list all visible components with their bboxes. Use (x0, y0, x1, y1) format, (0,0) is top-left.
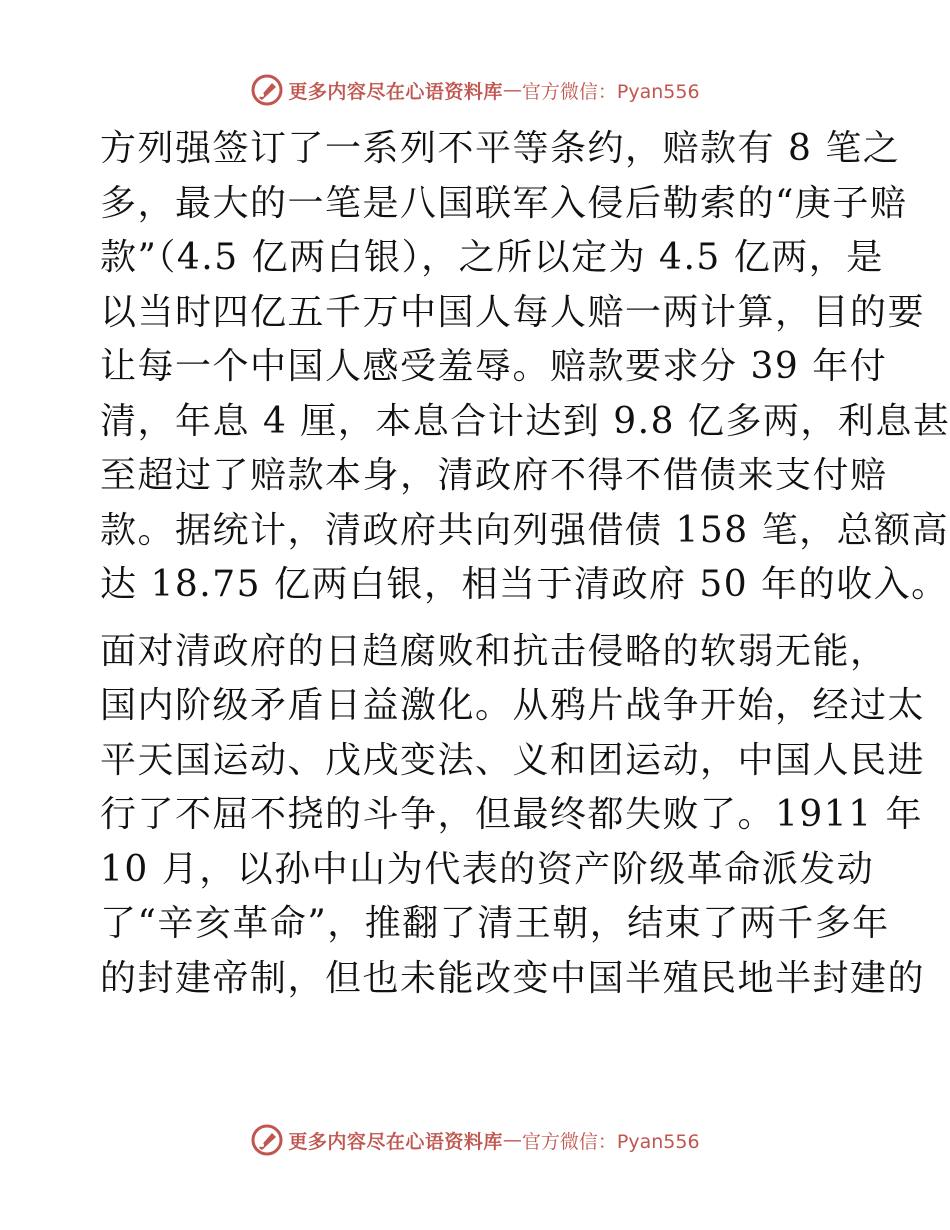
paragraph (100, 625, 926, 1007)
text-line: 了“辛亥革命”，推翻了清王朝，结束了两千多年 (100, 903, 890, 944)
paragraph (100, 122, 950, 613)
text-line: 让每一个中国人感受羞辱。赔款要求分 39 年付 (100, 346, 888, 387)
text-line: 平天国运动、戊戌变法、义和团运动，中国人民进 (100, 739, 926, 781)
text-line: 款。据统计，清政府共向列强借债 158 笔，总额高 (100, 509, 950, 551)
paragraph-gap (100, 613, 860, 625)
footer-banner (0, 1120, 950, 1160)
footer-banner-inner (250, 1123, 699, 1157)
header-brand: 更多内容尽在心语资料库 (288, 80, 503, 103)
text-line: 面对清政府的日趋腐败和抗击侵略的软弱无能， (100, 630, 888, 672)
header-separator: — (502, 79, 522, 101)
text-line: 多，最大的一笔是八国联军入侵后勒索的“庚子赔 (100, 182, 908, 224)
footer-separator: — (502, 1129, 522, 1151)
pen-nib-logo-icon (250, 73, 284, 107)
text-line: 方列强签订了一系列不平等条约，赔款有 8 笔之 (100, 128, 901, 169)
text-line: 10 月，以孙中山为代表的资产阶级革命派发动 (100, 848, 875, 890)
header-wechat: 官方微信：Pyan556 (521, 80, 700, 103)
text-line: 清，年息 4 厘，本息合计达到 9.8 亿多两，利息甚 (100, 400, 950, 442)
text-line: 的封建帝制，但也未能改变中国半殖民地半封建的 (100, 957, 926, 999)
text-line: 款”（4.5 亿两白银），之所以定为 4.5 亿两，是 (100, 237, 884, 278)
footer-brand: 更多内容尽在心语资料库 (288, 1130, 503, 1153)
pen-nib-logo-icon (250, 1123, 284, 1157)
text-line: 行了不屈不挠的斗争，但最终都失败了。1911 年 (100, 794, 924, 835)
text-line: 国内阶级矛盾日益激化。从鸦片战争开始，经过太 (100, 685, 926, 726)
text-line: 达 18.75 亿两白银，相当于清政府 50 年的收入。 (100, 564, 949, 605)
footer-wechat: 官方微信：Pyan556 (521, 1130, 700, 1153)
text-line: 以当时四亿五千万中国人每人赔一两计算，目的要 (100, 291, 926, 333)
header-banner (0, 70, 950, 110)
text-line: 至超过了赔款本身，清政府不得不借债来支付赔 (100, 455, 888, 496)
header-banner-inner (250, 73, 699, 107)
document-body (100, 122, 950, 1006)
